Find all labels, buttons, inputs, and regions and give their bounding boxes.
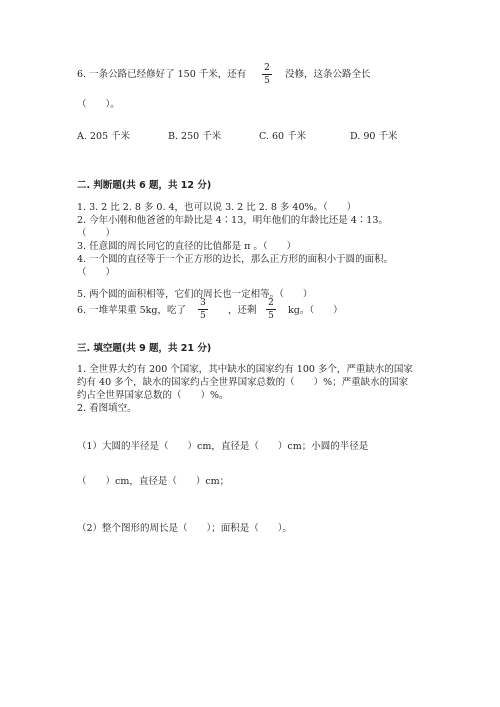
judge-line: （ ） (77, 267, 116, 278)
fraction-numerator: 2 (268, 298, 274, 308)
option-b: B. 250 千米 (168, 131, 222, 142)
option-a: A. 205 千米 (77, 131, 131, 142)
fill-question-1 (77, 363, 413, 415)
fill-line: 1. 全世界大约有 200 个国家，其中缺水的国家约有 100 多个，严重缺水的国家 (77, 364, 413, 375)
judge-line: 3. 任意圆的周长同它的直径的比值都是 π 。（ ） (77, 241, 297, 252)
fraction-denominator: 5 (200, 311, 206, 321)
section-title-judgement: 二. 判断题(共 6 题，共 12 分) (77, 180, 212, 191)
judge-line: 4. 一个圆的直径等于一个正方形的边长，那么正方形的面积小于圆的面积。 (77, 254, 394, 265)
fraction-bar (198, 309, 208, 310)
fraction-denominator: 5 (268, 311, 274, 321)
fraction-numerator: 3 (200, 298, 206, 308)
section-title-fill: 三. 填空题(共 9 题，共 21 分) (77, 343, 212, 354)
q6-stem-after: 没修，这条公路全长 (285, 69, 371, 80)
q6-answer-blank: （ ）。 (77, 99, 120, 110)
judge6-before: 6. 一堆苹果重 5kg，吃了 (77, 305, 186, 316)
sub1-line2: （ ）cm，直径是（ ）cm； (77, 476, 230, 487)
sub1-line1: （1）大圆的半径是（ ）cm，直径是（ ）cm；小圆的半径是 (77, 441, 369, 452)
sub2-line: （2）整个图形的周长是（ ）；面积是（ ）。 (77, 523, 293, 534)
judge6-middle: ，还剩 (228, 305, 257, 316)
fill-line: 约占全世界国家总数的（ ）%。 (77, 390, 229, 401)
judge-line: 2. 今年小刚和他爸爸的年龄比是 4∶13，明年他们的年龄比还是 4∶13。 (77, 215, 388, 226)
fill-line: 2. 看图填空。 (77, 403, 137, 414)
fill-line: 约有 40 多个，缺水的国家约占全世界国家总数的（ ）%；严重缺水的国家 (77, 377, 409, 388)
option-d: D. 90 千米 (350, 131, 398, 142)
fraction-numerator: 2 (264, 63, 270, 73)
option-c: C. 60 千米 (259, 131, 307, 142)
judge6-fraction-1 (197, 298, 209, 321)
fraction-denominator: 5 (264, 76, 270, 86)
fraction-bar (262, 74, 272, 75)
q6-stem-before: 6. 一条公路已经修好了 150 千米，还有 (77, 69, 247, 80)
judge-item-1 (77, 201, 393, 301)
q6-fraction (261, 63, 273, 86)
judge-line: （ ） (77, 228, 116, 239)
judge6-fraction-2 (265, 298, 277, 321)
judge6-after: kg。（ ） (288, 305, 343, 316)
judge-line: 5. 两个圆的面积相等，它们的周长也一定相等。（ ） (77, 289, 313, 300)
judge-line: 1. 3. 2 比 2. 8 多 0. 4，也可以说 3. 2 比 2. 8 多 40%。（ ） (77, 202, 357, 213)
fraction-bar (266, 309, 276, 310)
